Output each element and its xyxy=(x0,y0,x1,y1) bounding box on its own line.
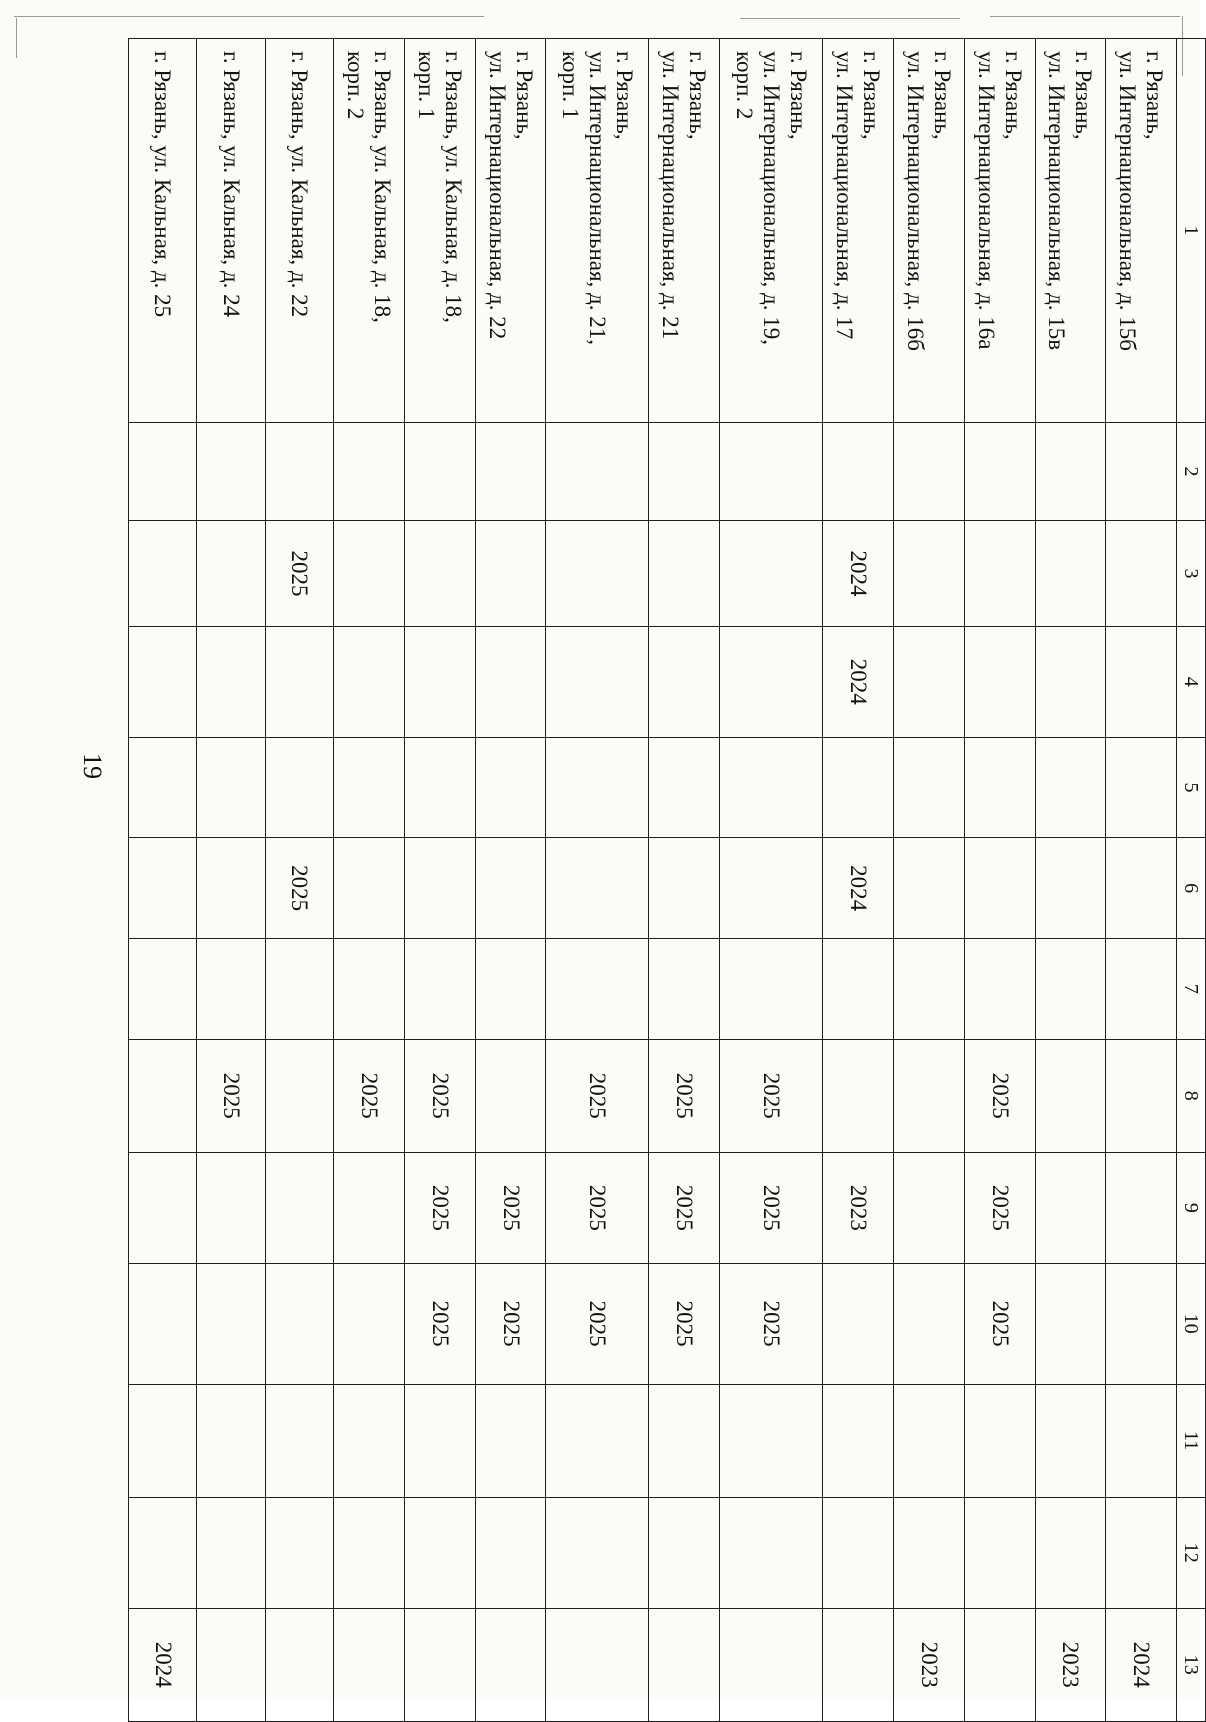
year-cell-col-8 xyxy=(1035,1039,1106,1152)
year-cell-col-7 xyxy=(894,938,965,1039)
year-cell-col-7 xyxy=(649,938,720,1039)
year-cell-col-5 xyxy=(475,737,546,838)
year-cell-col-11 xyxy=(404,1384,475,1497)
address-line: корп. 2 xyxy=(731,51,757,120)
column-header-10: 10 xyxy=(1177,1263,1206,1384)
year-cell-col-8: 2025 xyxy=(334,1039,405,1152)
year-cell-col-3 xyxy=(964,521,1035,627)
year-cell-col-10: 2025 xyxy=(649,1263,720,1384)
table-row xyxy=(1035,39,1106,1722)
address-line: ул. Интернациональная, д. 15в xyxy=(1044,51,1070,351)
column-header-2: 2 xyxy=(1177,422,1206,520)
scan-edge-line xyxy=(990,16,1180,17)
year-cell-col-9: 2025 xyxy=(475,1152,546,1263)
table-row xyxy=(197,39,265,1722)
year-cell-col-10: 2025 xyxy=(404,1263,475,1384)
scan-edge-line xyxy=(740,18,960,19)
year-cell-col-5 xyxy=(1106,737,1177,838)
address-cell xyxy=(129,39,197,423)
year-cell-col-6 xyxy=(475,838,546,939)
year-cell-col-2 xyxy=(546,422,649,520)
year-cell-col-11 xyxy=(265,1384,333,1497)
year-cell-col-8 xyxy=(475,1039,546,1152)
year-cell-col-10 xyxy=(823,1263,894,1384)
year-cell-col-9: 2025 xyxy=(404,1152,475,1263)
year-cell-col-12 xyxy=(334,1497,405,1608)
year-cell-col-6 xyxy=(720,838,823,939)
year-cell-col-5 xyxy=(546,737,649,838)
year-cell-col-9 xyxy=(265,1152,333,1263)
year-cell-col-3 xyxy=(334,521,405,627)
year-cell-col-3 xyxy=(1035,521,1106,627)
year-cell-col-4 xyxy=(649,626,720,737)
address-line: г. Рязань, ул. Кальная, д. 24 xyxy=(218,51,244,318)
year-cell-col-10: 2025 xyxy=(964,1263,1035,1384)
year-cell-col-8: 2025 xyxy=(964,1039,1035,1152)
year-cell-col-5 xyxy=(823,737,894,838)
year-cell-col-10 xyxy=(1106,1263,1177,1384)
year-cell-col-4 xyxy=(129,626,197,737)
address-cell xyxy=(894,39,965,423)
year-cell-col-10 xyxy=(334,1263,405,1384)
year-cell-col-9: 2025 xyxy=(720,1152,823,1263)
year-cell-col-10 xyxy=(129,1263,197,1384)
year-cell-col-8: 2025 xyxy=(546,1039,649,1152)
address-line: корп. 1 xyxy=(557,51,583,120)
year-cell-col-5 xyxy=(964,737,1035,838)
year-cell-col-3 xyxy=(404,521,475,627)
year-cell-col-12 xyxy=(546,1497,649,1608)
year-cell-col-11 xyxy=(1035,1384,1106,1497)
year-cell-col-2 xyxy=(1035,422,1106,520)
year-cell-col-6 xyxy=(129,838,197,939)
year-cell-col-10 xyxy=(1035,1263,1106,1384)
year-cell-col-8: 2025 xyxy=(649,1039,720,1152)
year-cell-col-5 xyxy=(265,737,333,838)
year-cell-col-9 xyxy=(129,1152,197,1263)
year-cell-col-2 xyxy=(964,422,1035,520)
year-cell-col-3 xyxy=(1106,521,1177,627)
column-header-1: 1 xyxy=(1177,39,1206,423)
address-cell xyxy=(1035,39,1106,423)
column-header-3: 3 xyxy=(1177,521,1206,627)
year-cell-col-12 xyxy=(129,1497,197,1608)
year-cell-col-9 xyxy=(1035,1152,1106,1263)
year-cell-col-5 xyxy=(404,737,475,838)
address-line: г. Рязань, xyxy=(1142,51,1168,140)
year-cell-col-12 xyxy=(265,1497,333,1608)
year-cell-col-13 xyxy=(649,1608,720,1721)
year-cell-col-13 xyxy=(404,1608,475,1721)
year-cell-col-5 xyxy=(129,737,197,838)
year-cell-col-8 xyxy=(129,1039,197,1152)
address-line: г. Рязань, xyxy=(859,51,885,140)
table-row xyxy=(129,39,197,1722)
year-cell-col-4 xyxy=(964,626,1035,737)
year-cell-col-7 xyxy=(823,938,894,1039)
address-line: г. Рязань, xyxy=(785,51,811,140)
year-cell-col-11 xyxy=(197,1384,265,1497)
year-cell-col-9: 2025 xyxy=(649,1152,720,1263)
address-cell xyxy=(404,39,475,423)
address-cell xyxy=(265,39,333,423)
schedule-table xyxy=(128,38,1206,1722)
year-cell-col-4 xyxy=(546,626,649,737)
table-row xyxy=(475,39,546,1722)
year-cell-col-13: 2024 xyxy=(129,1608,197,1721)
year-cell-col-9: 2023 xyxy=(823,1152,894,1263)
year-cell-col-8 xyxy=(265,1039,333,1152)
year-cell-col-4 xyxy=(720,626,823,737)
year-cell-col-3 xyxy=(894,521,965,627)
year-cell-col-10: 2025 xyxy=(720,1263,823,1384)
table-body xyxy=(129,39,1177,1722)
address-line: г. Рязань, ул. Кальная, д. 18, xyxy=(440,51,466,323)
address-cell xyxy=(720,39,823,423)
year-cell-col-7 xyxy=(475,938,546,1039)
year-cell-col-10 xyxy=(894,1263,965,1384)
year-cell-col-6 xyxy=(894,838,965,939)
year-cell-col-8 xyxy=(1106,1039,1177,1152)
address-line: г. Рязань, xyxy=(1071,51,1097,140)
column-header-5: 5 xyxy=(1177,737,1206,838)
year-cell-col-4 xyxy=(475,626,546,737)
table-row xyxy=(1106,39,1177,1722)
year-cell-col-3: 2024 xyxy=(823,521,894,627)
address-line: г. Рязань, ул. Кальная, д. 18, xyxy=(370,51,396,323)
year-cell-col-7 xyxy=(334,938,405,1039)
page-number: 19 xyxy=(78,753,107,779)
address-cell xyxy=(649,39,720,423)
year-cell-col-13: 2023 xyxy=(1035,1608,1106,1721)
address-line: ул. Интернациональная, д. 16а xyxy=(973,51,999,350)
year-cell-col-3 xyxy=(129,521,197,627)
year-cell-col-5 xyxy=(649,737,720,838)
year-cell-col-11 xyxy=(894,1384,965,1497)
column-header-4: 4 xyxy=(1177,626,1206,737)
year-cell-col-6 xyxy=(197,838,265,939)
year-cell-col-13 xyxy=(823,1608,894,1721)
year-cell-col-12 xyxy=(823,1497,894,1608)
year-cell-col-6 xyxy=(1106,838,1177,939)
year-cell-col-13 xyxy=(265,1608,333,1721)
year-cell-col-13 xyxy=(475,1608,546,1721)
year-cell-col-12 xyxy=(475,1497,546,1608)
year-cell-col-7 xyxy=(197,938,265,1039)
year-cell-col-7 xyxy=(1106,938,1177,1039)
year-cell-col-3: 2025 xyxy=(265,521,333,627)
table-row xyxy=(404,39,475,1722)
address-cell xyxy=(823,39,894,423)
year-cell-col-11 xyxy=(546,1384,649,1497)
year-cell-col-2 xyxy=(720,422,823,520)
year-cell-col-5 xyxy=(894,737,965,838)
column-header-7: 7 xyxy=(1177,938,1206,1039)
year-cell-col-10 xyxy=(265,1263,333,1384)
year-cell-col-12 xyxy=(649,1497,720,1608)
year-cell-col-13 xyxy=(720,1608,823,1721)
year-cell-col-11 xyxy=(720,1384,823,1497)
year-cell-col-2 xyxy=(823,422,894,520)
year-cell-col-11 xyxy=(823,1384,894,1497)
year-cell-col-6: 2025 xyxy=(265,838,333,939)
address-line: г. Рязань, xyxy=(611,51,637,140)
table-row xyxy=(649,39,720,1722)
year-cell-col-8 xyxy=(823,1039,894,1152)
address-line: корп. 1 xyxy=(413,51,439,120)
year-cell-col-3 xyxy=(720,521,823,627)
address-line: г. Рязань, xyxy=(685,51,711,140)
year-cell-col-12 xyxy=(720,1497,823,1608)
table-row xyxy=(823,39,894,1722)
year-cell-col-8: 2025 xyxy=(720,1039,823,1152)
year-cell-col-13 xyxy=(546,1608,649,1721)
year-cell-col-11 xyxy=(964,1384,1035,1497)
year-cell-col-3 xyxy=(649,521,720,627)
address-line: ул. Интернациональная, д. 21, xyxy=(584,51,610,346)
year-cell-col-7 xyxy=(265,938,333,1039)
year-cell-col-6 xyxy=(334,838,405,939)
year-cell-col-10: 2025 xyxy=(475,1263,546,1384)
table-row xyxy=(334,39,405,1722)
address-cell xyxy=(964,39,1035,423)
year-cell-col-5 xyxy=(1035,737,1106,838)
year-cell-col-13: 2023 xyxy=(894,1608,965,1721)
year-cell-col-11 xyxy=(475,1384,546,1497)
year-cell-col-8 xyxy=(894,1039,965,1152)
year-cell-col-7 xyxy=(720,938,823,1039)
year-cell-col-4 xyxy=(197,626,265,737)
year-cell-col-7 xyxy=(1035,938,1106,1039)
year-cell-col-2 xyxy=(1106,422,1177,520)
address-cell xyxy=(546,39,649,423)
year-cell-col-7 xyxy=(546,938,649,1039)
year-cell-col-5 xyxy=(197,737,265,838)
year-cell-col-11 xyxy=(334,1384,405,1497)
year-cell-col-9: 2025 xyxy=(964,1152,1035,1263)
year-cell-col-6 xyxy=(1035,838,1106,939)
year-cell-col-12 xyxy=(197,1497,265,1608)
year-cell-col-4 xyxy=(894,626,965,737)
year-cell-col-4 xyxy=(334,626,405,737)
year-cell-col-5 xyxy=(720,737,823,838)
address-line: г. Рязань, ул. Кальная, д. 22 xyxy=(287,51,312,318)
year-cell-col-13 xyxy=(334,1608,405,1721)
year-cell-col-6 xyxy=(964,838,1035,939)
year-cell-col-6: 2024 xyxy=(823,838,894,939)
year-cell-col-4 xyxy=(1035,626,1106,737)
address-line: г. Рязань, xyxy=(1000,51,1026,140)
year-cell-col-9 xyxy=(1106,1152,1177,1263)
year-cell-col-8: 2025 xyxy=(404,1039,475,1152)
table-header-row xyxy=(1177,39,1206,1722)
year-cell-col-2 xyxy=(265,422,333,520)
year-cell-col-6 xyxy=(649,838,720,939)
year-cell-col-9: 2025 xyxy=(546,1152,649,1263)
schedule-table-container xyxy=(128,38,1206,1722)
year-cell-col-11 xyxy=(129,1384,197,1497)
year-cell-col-12 xyxy=(894,1497,965,1608)
year-cell-col-12 xyxy=(404,1497,475,1608)
year-cell-col-10 xyxy=(197,1263,265,1384)
table-row xyxy=(265,39,333,1722)
table-row xyxy=(720,39,823,1722)
year-cell-col-2 xyxy=(404,422,475,520)
column-header-12: 12 xyxy=(1177,1497,1206,1608)
scan-edge-line xyxy=(14,16,484,17)
column-header-8: 8 xyxy=(1177,1039,1206,1152)
address-line: г. Рязань, xyxy=(929,51,955,140)
address-cell xyxy=(334,39,405,423)
address-line: ул. Интернациональная, д. 22 xyxy=(484,51,510,340)
address-line: ул. Интернациональная, д. 19, xyxy=(758,51,784,346)
year-cell-col-2 xyxy=(475,422,546,520)
year-cell-col-9 xyxy=(334,1152,405,1263)
year-cell-col-10: 2025 xyxy=(546,1263,649,1384)
year-cell-col-4 xyxy=(1106,626,1177,737)
year-cell-col-5 xyxy=(334,737,405,838)
address-line: ул. Интернациональная, д. 15б xyxy=(1115,51,1141,351)
year-cell-col-2 xyxy=(334,422,405,520)
address-line: г. Рязань, ул. Кальная, д. 25 xyxy=(150,51,176,318)
column-header-9: 9 xyxy=(1177,1152,1206,1263)
year-cell-col-7 xyxy=(964,938,1035,1039)
column-header-13: 13 xyxy=(1177,1608,1206,1721)
year-cell-col-4: 2024 xyxy=(823,626,894,737)
year-cell-col-13: 2024 xyxy=(1106,1608,1177,1721)
year-cell-col-12 xyxy=(1106,1497,1177,1608)
year-cell-col-6 xyxy=(404,838,475,939)
scan-edge-line xyxy=(16,18,17,58)
address-cell xyxy=(1106,39,1177,423)
year-cell-col-13 xyxy=(197,1608,265,1721)
table-row xyxy=(894,39,965,1722)
year-cell-col-6 xyxy=(546,838,649,939)
year-cell-col-2 xyxy=(129,422,197,520)
year-cell-col-9 xyxy=(197,1152,265,1263)
address-cell xyxy=(197,39,265,423)
address-line: г. Рязань, xyxy=(511,51,537,140)
address-cell xyxy=(475,39,546,423)
year-cell-col-8: 2025 xyxy=(197,1039,265,1152)
year-cell-col-3 xyxy=(197,521,265,627)
address-line: корп. 2 xyxy=(343,51,369,120)
year-cell-col-12 xyxy=(1035,1497,1106,1608)
year-cell-col-7 xyxy=(129,938,197,1039)
year-cell-col-3 xyxy=(475,521,546,627)
year-cell-col-4 xyxy=(265,626,333,737)
year-cell-col-12 xyxy=(964,1497,1035,1608)
column-header-11: 11 xyxy=(1177,1384,1206,1497)
year-cell-col-2 xyxy=(649,422,720,520)
year-cell-col-2 xyxy=(894,422,965,520)
year-cell-col-11 xyxy=(1106,1384,1177,1497)
table-row xyxy=(964,39,1035,1722)
year-cell-col-4 xyxy=(404,626,475,737)
column-header-6: 6 xyxy=(1177,838,1206,939)
table-row xyxy=(546,39,649,1722)
address-line: ул. Интернациональная, д. 21 xyxy=(658,51,684,340)
address-line: ул. Интернациональная, д. 16б xyxy=(902,51,928,351)
year-cell-col-3 xyxy=(546,521,649,627)
year-cell-col-7 xyxy=(404,938,475,1039)
year-cell-col-2 xyxy=(197,422,265,520)
address-line: ул. Интернациональная, д. 17 xyxy=(832,51,858,340)
year-cell-col-11 xyxy=(649,1384,720,1497)
year-cell-col-13 xyxy=(964,1608,1035,1721)
year-cell-col-9 xyxy=(894,1152,965,1263)
